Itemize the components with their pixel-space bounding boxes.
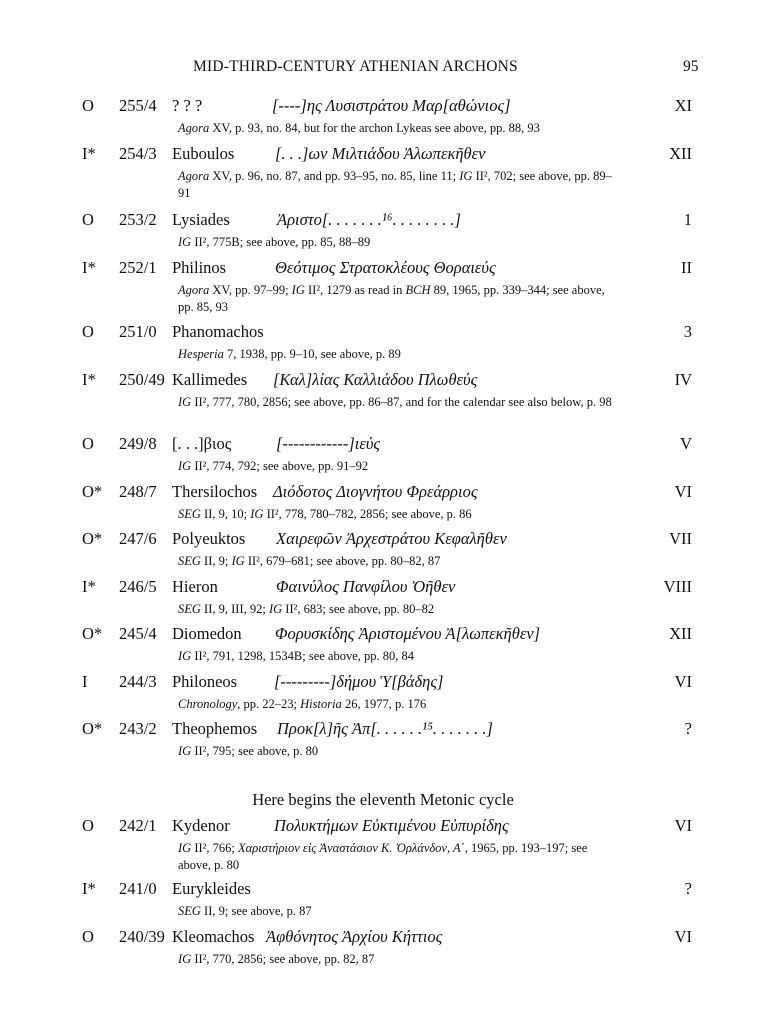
- reference-segment: IG: [291, 283, 305, 297]
- entry-main-line: [0, 208, 766, 232]
- entry-year: 242/1: [119, 816, 157, 835]
- reference-segment: II, 9, 10;: [200, 507, 251, 521]
- entry-tribe: VI: [674, 927, 692, 946]
- reference-segment: SEG: [178, 554, 201, 568]
- entry-tribe: ?: [684, 719, 692, 738]
- entry-reference: [178, 601, 618, 618]
- entry-greek: [Καλ]λίας Καλλιάδου Πλωθεύς: [273, 370, 478, 389]
- reference-segment: IG: [250, 507, 264, 521]
- reference-segment: Χαριστήριον εἰς Ἀναστάσιον Κ. Ὀρλάνδον, Α΄: [238, 841, 465, 855]
- entry-greek: [------------]ιεύς: [276, 434, 381, 453]
- page-number: 95: [683, 58, 699, 75]
- entry-year: 253/2: [119, 210, 157, 229]
- archon-entry: [0, 575, 766, 616]
- entry-name: ? ? ?: [172, 96, 203, 115]
- reference-segment: II², 774, 792; see above, pp. 91–92: [191, 459, 369, 473]
- entry-tribe: V: [680, 434, 692, 453]
- reference-segment: Agora: [178, 169, 210, 183]
- reference-segment: , 1965, pp. 193–197; see above, p. 80: [178, 841, 588, 872]
- reference-segment: 89, 1965, pp. 339–344; see above, pp. 85, 93: [178, 283, 605, 314]
- entry-year: 244/3: [119, 672, 157, 691]
- entry-type: I*: [82, 258, 96, 277]
- archon-entry: [0, 814, 766, 872]
- reference-segment: Chronology: [178, 697, 238, 711]
- entry-year: 254/3: [119, 144, 157, 163]
- entry-tribe: XII: [669, 624, 692, 643]
- reference-segment: , pp. 22–23;: [237, 697, 301, 711]
- entry-reference: [178, 346, 618, 363]
- entry-name: Kleomachos: [172, 927, 255, 946]
- entry-reference: [178, 696, 618, 713]
- entry-name: Hieron: [172, 577, 218, 596]
- reference-segment: XV, pp. 97–99;: [209, 283, 292, 297]
- entry-name: Polyeuktos: [172, 529, 246, 548]
- running-header: [0, 58, 766, 80]
- reference-segment: SEG: [178, 507, 201, 521]
- entry-main-line: [0, 256, 766, 280]
- entry-main-line: [0, 94, 766, 118]
- reference-segment: II², 778, 780–782, 2856; see above, p. 86: [263, 507, 472, 521]
- entry-tribe: II: [681, 258, 692, 277]
- entry-main-line: [0, 320, 766, 344]
- entry-main-line: [0, 925, 766, 949]
- entry-year: 248/7: [119, 482, 157, 501]
- entry-reference: [178, 394, 618, 411]
- archon-entry: [0, 527, 766, 568]
- entry-type: I*: [82, 144, 96, 163]
- entry-year: 247/6: [119, 529, 157, 548]
- entry-reference: [178, 120, 618, 137]
- entry-type: O: [82, 434, 94, 453]
- archon-entry: [0, 320, 766, 361]
- entry-greek: Ἀφθόνητος Ἀρχίου Κήττιος: [266, 927, 443, 946]
- entry-main-line: [0, 480, 766, 504]
- entry-main-line: [0, 368, 766, 392]
- entry-main-line: [0, 527, 766, 551]
- entry-reference: [178, 168, 618, 202]
- entry-type: O*: [82, 719, 103, 738]
- reference-segment: IG: [178, 459, 192, 473]
- entry-greek: Φαινύλος Πανφίλου Ὀῆθεν: [276, 577, 456, 596]
- archon-entry: [0, 142, 766, 200]
- entry-name: Philinos: [172, 258, 227, 277]
- entry-tribe: 3: [683, 322, 692, 341]
- entry-year: 240/39: [119, 927, 165, 946]
- reference-segment: II², 775B; see above, pp. 85, 88–89: [191, 235, 371, 249]
- entry-name: Philoneos: [172, 672, 238, 691]
- entry-tribe: ?: [684, 879, 692, 898]
- entry-type: O: [82, 210, 94, 229]
- reference-segment: II, 9; see above, p. 87: [200, 904, 312, 918]
- reference-segment: IG: [178, 235, 192, 249]
- entry-main-line: [0, 814, 766, 838]
- entry-year: 250/49: [119, 370, 165, 389]
- entry-greek: Ἀριστο[. . . . . . .¹⁶. . . . . . . .]: [277, 210, 461, 229]
- entry-type: I*: [82, 370, 96, 389]
- entry-main-line: [0, 622, 766, 646]
- reference-segment: IG: [178, 841, 192, 855]
- reference-segment: IG: [459, 169, 473, 183]
- reference-segment: II², 795; see above, p. 80: [191, 744, 319, 758]
- entry-type: O: [82, 96, 94, 115]
- reference-segment: II², 1279 as read in: [304, 283, 406, 297]
- entry-reference: [178, 282, 618, 316]
- entry-year: 251/0: [119, 322, 157, 341]
- archon-entry: [0, 622, 766, 663]
- reference-segment: II², 702; see above, pp. 89–91: [178, 169, 612, 200]
- entry-type: O*: [82, 529, 103, 548]
- entry-year: 241/0: [119, 879, 157, 898]
- entry-name: Thersilochos: [172, 482, 258, 501]
- entry-name: Kallimedes: [172, 370, 248, 389]
- entry-greek: Διόδοτος Διογνήτου Φρεάρριος: [273, 482, 478, 501]
- entry-year: 255/4: [119, 96, 157, 115]
- entry-tribe: VI: [674, 482, 692, 501]
- reference-segment: II, 9, III, 92;: [200, 602, 269, 616]
- entry-greek: [---------]δήμου Ὑ[βάδης]: [274, 672, 444, 691]
- entry-type: I: [82, 672, 88, 691]
- entry-main-line: [0, 142, 766, 166]
- entry-tribe: XII: [669, 144, 692, 163]
- reference-segment: XV, p. 96, no. 87, and pp. 93–95, no. 85, line 11;: [209, 169, 460, 183]
- reference-segment: Historia: [300, 697, 342, 711]
- entry-name: Lysiades: [172, 210, 230, 229]
- entry-type: O: [82, 927, 94, 946]
- reference-segment: 7, 1938, pp. 9–10, see above, p. 89: [223, 347, 401, 361]
- entry-type: I*: [82, 577, 96, 596]
- entry-name: Theophemos: [172, 719, 258, 738]
- reference-segment: 26, 1977, p. 176: [341, 697, 427, 711]
- reference-segment: II, 9;: [200, 554, 232, 568]
- entry-reference: [178, 743, 618, 760]
- reference-segment: II², 791, 1298, 1534B; see above, pp. 80, 84: [191, 649, 415, 663]
- entry-name: Diomedon: [172, 624, 242, 643]
- entry-tribe: VIII: [663, 577, 692, 596]
- entry-reference: [178, 234, 618, 251]
- archon-entry: [0, 480, 766, 521]
- reference-segment: IG: [178, 649, 192, 663]
- entry-reference: [178, 648, 618, 665]
- reference-segment: Agora: [178, 121, 210, 135]
- entry-tribe: VII: [669, 529, 692, 548]
- reference-segment: II², 683; see above, pp. 80–82: [282, 602, 435, 616]
- entry-greek: Φορυσκίδης Ἀριστομένου Ἀ[λωπεκῆθεν]: [275, 624, 541, 643]
- entry-greek: [. . .]ων Μιλτιάδου Ἀλωπεκῆθεν: [275, 144, 486, 163]
- entry-reference: [178, 951, 618, 968]
- archon-entry: [0, 925, 766, 966]
- entry-type: I*: [82, 879, 96, 898]
- entry-year: 243/2: [119, 719, 157, 738]
- entry-reference: [178, 553, 618, 570]
- archon-entry: [0, 432, 766, 473]
- archon-entry: [0, 670, 766, 711]
- entry-greek: Προκ[λ]ῆς Ἀπ[. . . . . .¹⁵. . . . . . .]: [277, 719, 493, 738]
- entry-reference: [178, 506, 618, 523]
- entry-year: 249/8: [119, 434, 157, 453]
- archon-entry: [0, 368, 766, 409]
- reference-segment: IG: [178, 952, 192, 966]
- entry-name: Euboulos: [172, 144, 235, 163]
- archon-entry: [0, 877, 766, 918]
- entry-tribe: XI: [674, 96, 692, 115]
- entry-name: Phanomachos: [172, 322, 264, 341]
- entry-tribe: IV: [674, 370, 692, 389]
- entry-main-line: [0, 877, 766, 901]
- reference-segment: IG: [178, 395, 192, 409]
- entry-type: O: [82, 816, 94, 835]
- archon-entry: [0, 717, 766, 758]
- entry-year: 246/5: [119, 577, 157, 596]
- archon-entry: [0, 208, 766, 249]
- entry-main-line: [0, 717, 766, 741]
- reference-segment: Agora: [178, 283, 210, 297]
- running-head-title: MID-THIRD-CENTURY ATHENIAN ARCHONS: [193, 58, 518, 75]
- reference-segment: II², 766;: [191, 841, 238, 855]
- entry-tribe: VI: [674, 672, 692, 691]
- entry-greek: Θεότιμος Στρατοκλέους Θοραιεύς: [275, 258, 496, 277]
- reference-segment: II², 770, 2856; see above, pp. 82, 87: [191, 952, 375, 966]
- entry-name: Eurykleides: [172, 879, 251, 898]
- entry-year: 252/1: [119, 258, 157, 277]
- reference-segment: SEG: [178, 602, 201, 616]
- entry-year: 245/4: [119, 624, 157, 643]
- entry-reference: [178, 840, 618, 874]
- reference-segment: IG: [178, 744, 192, 758]
- archon-entry: [0, 94, 766, 135]
- reference-segment: IG: [231, 554, 245, 568]
- cycle-heading: Here begins the eleventh Metonic cycle: [252, 790, 514, 809]
- reference-segment: II², 679–681; see above, pp. 80–82, 87: [244, 554, 441, 568]
- entry-type: O: [82, 322, 94, 341]
- entry-tribe: 1: [683, 210, 692, 229]
- entry-main-line: [0, 670, 766, 694]
- entry-greek: Χαιρεφῶν Ἀρχεστράτου Κεφαλῆθεν: [276, 529, 507, 548]
- entry-tribe: VI: [674, 816, 692, 835]
- entry-greek: Πολυκτήμων Εὐκτιμένου Εὐπυρίδης: [274, 816, 509, 835]
- entry-main-line: [0, 432, 766, 456]
- reference-segment: IG: [268, 602, 283, 616]
- entry-main-line: [0, 575, 766, 599]
- reference-segment: II², 777, 780, 2856; see above, pp. 86–87, and for the calendar see also below, p. 98: [191, 395, 612, 409]
- archon-entry: [0, 256, 766, 314]
- entry-type: O*: [82, 624, 103, 643]
- entry-type: O*: [82, 482, 103, 501]
- reference-segment: XV, p. 93, no. 84, but for the archon Lykeas see above, pp. 88, 93: [209, 121, 540, 135]
- reference-segment: SEG: [178, 904, 201, 918]
- reference-segment: Hesperia: [178, 347, 224, 361]
- entry-name: [. . .]βιος: [172, 434, 232, 453]
- reference-segment: BCH: [405, 283, 431, 297]
- entry-greek: [----]ης Λυσιστράτου Μαρ[αθώνιος]: [272, 96, 511, 115]
- entry-name: Kydenor: [172, 816, 230, 835]
- entry-reference: [178, 458, 618, 475]
- entry-reference: [178, 903, 618, 920]
